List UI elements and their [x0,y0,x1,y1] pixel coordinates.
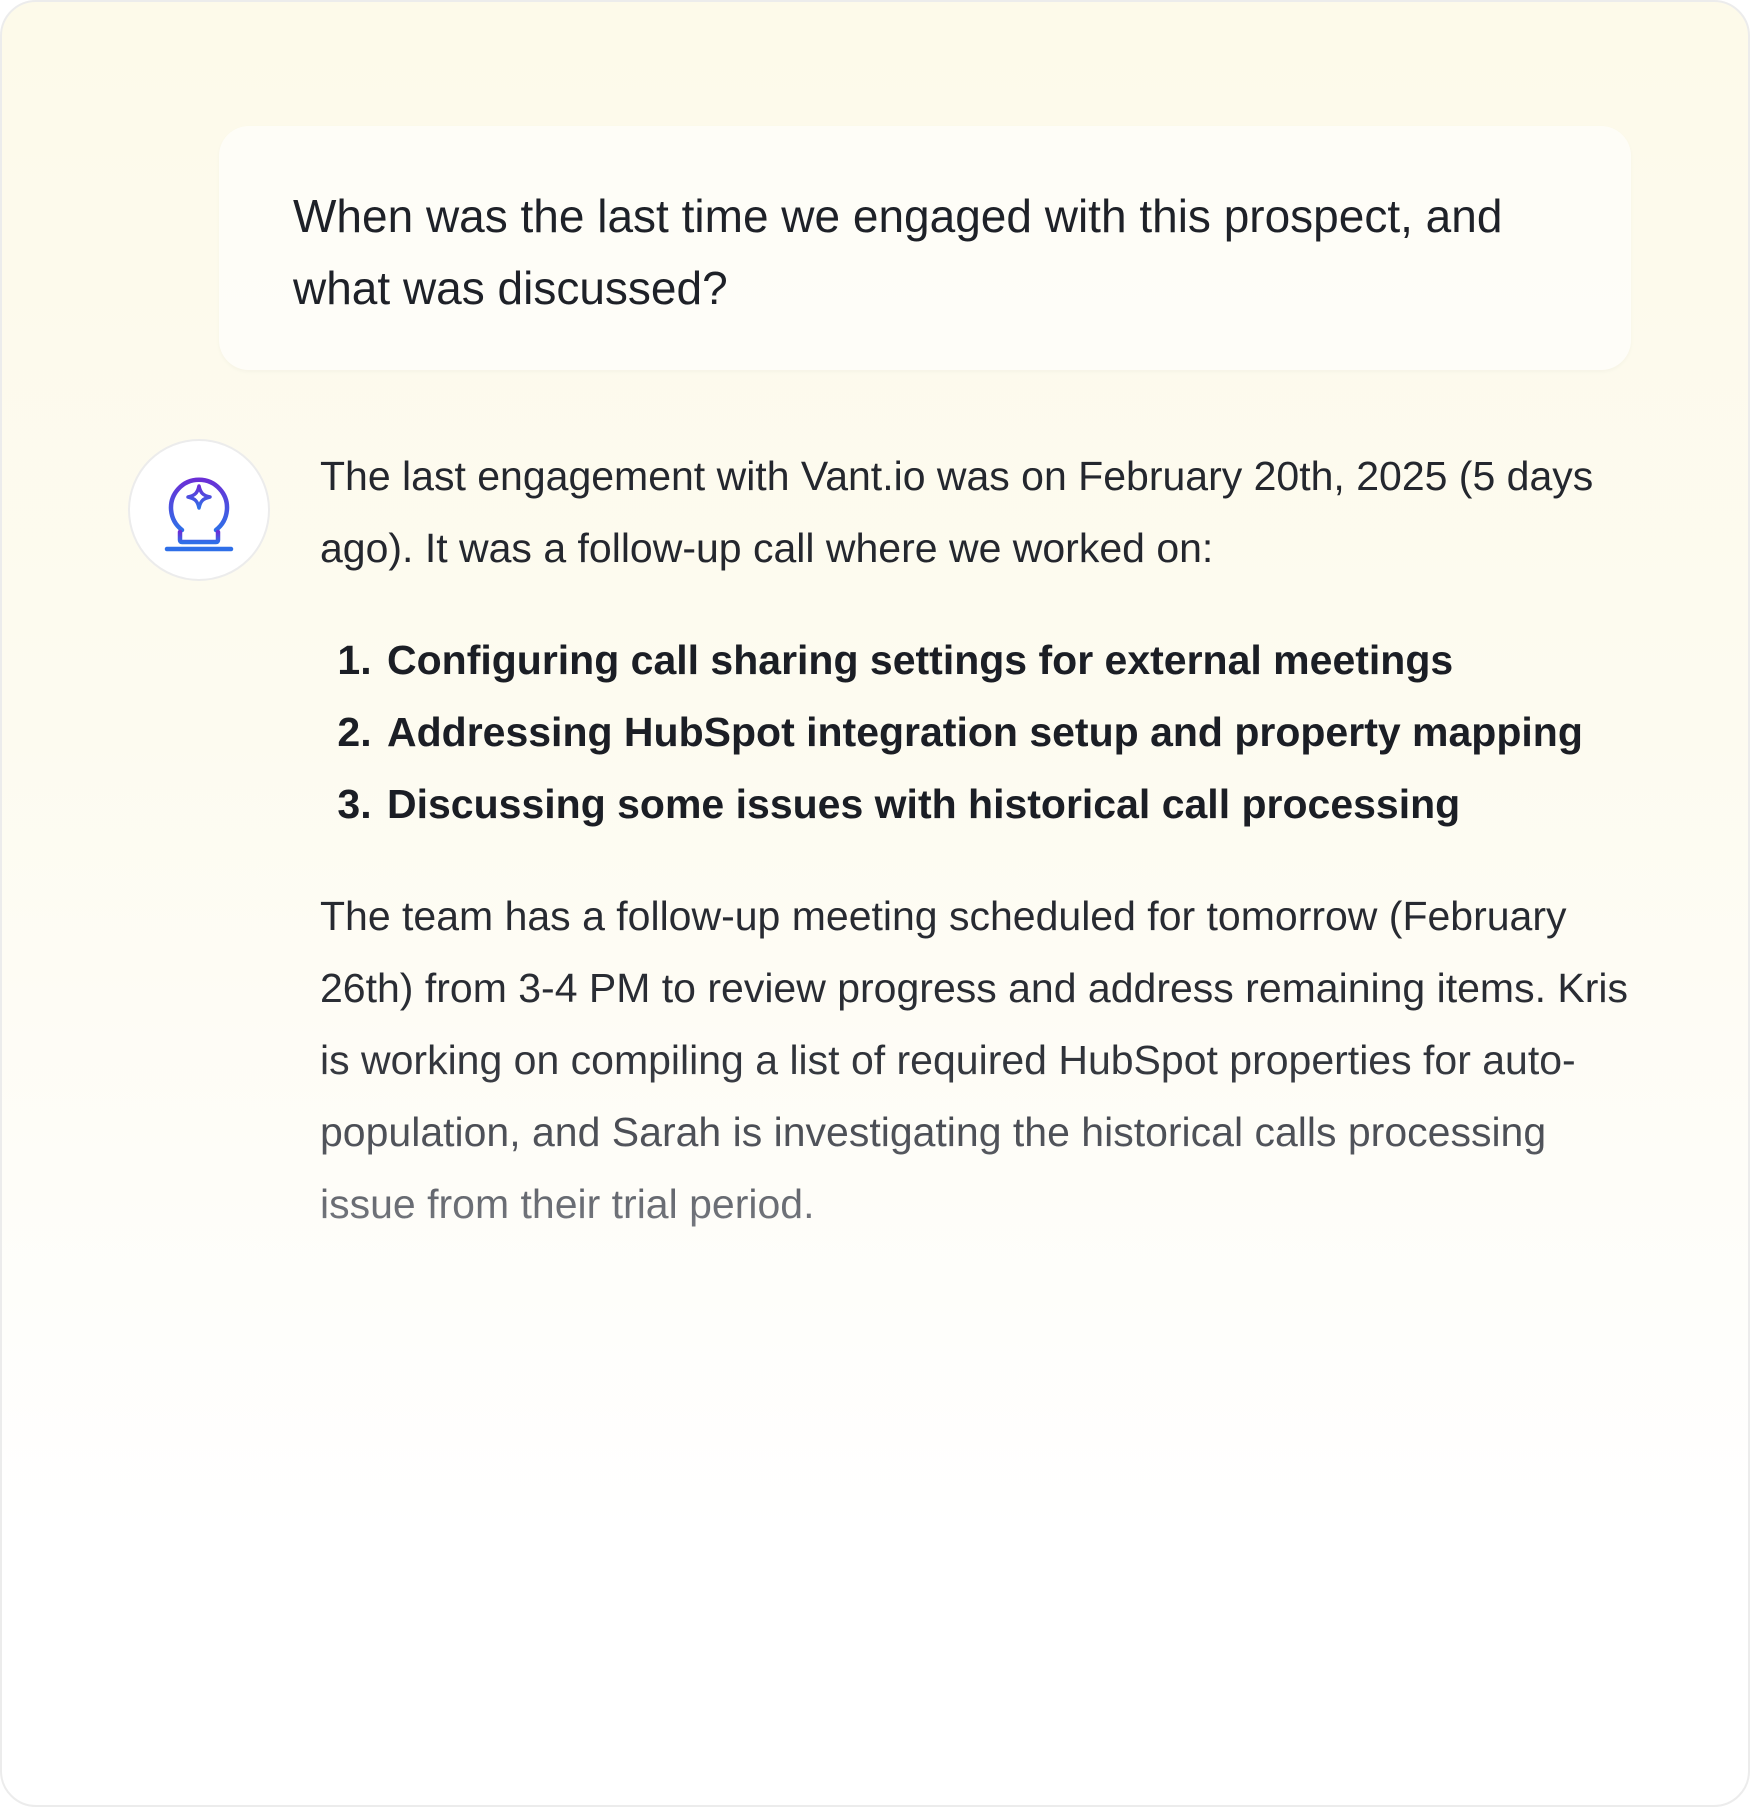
assistant-message [320,440,1640,1240]
assistant-summary-text: The team has a follow-up meeting scheduled for tomorrow (February 26th) from 3-4 PM to review progress and address remaining items. Kris is working on compiling a list of required HubSpot properties for auto-population, and Sarah is investigating the historical calls processing issue from their trial period. [320,880,1640,1240]
topic-item: 2. Addressing HubSpot integration setup and property mapping [383,696,1640,768]
user-message-text: When was the last time we engaged with this prospect, and what was discussed? [293,190,1503,314]
crystal-ball-icon [160,468,238,552]
discussion-topics-list [320,624,1640,840]
assistant-intro-text: The last engagement with Vant.io was on February 20th, 2025 (5 days ago). It was a follow-up call where we worked on: [320,453,1594,571]
assistant-avatar [128,439,270,581]
topic-item: 1. Configuring call sharing settings for external meetings [383,624,1640,696]
topic-item: 3. Discussing some issues with historical call processing [383,768,1640,840]
user-message-bubble [219,126,1631,370]
